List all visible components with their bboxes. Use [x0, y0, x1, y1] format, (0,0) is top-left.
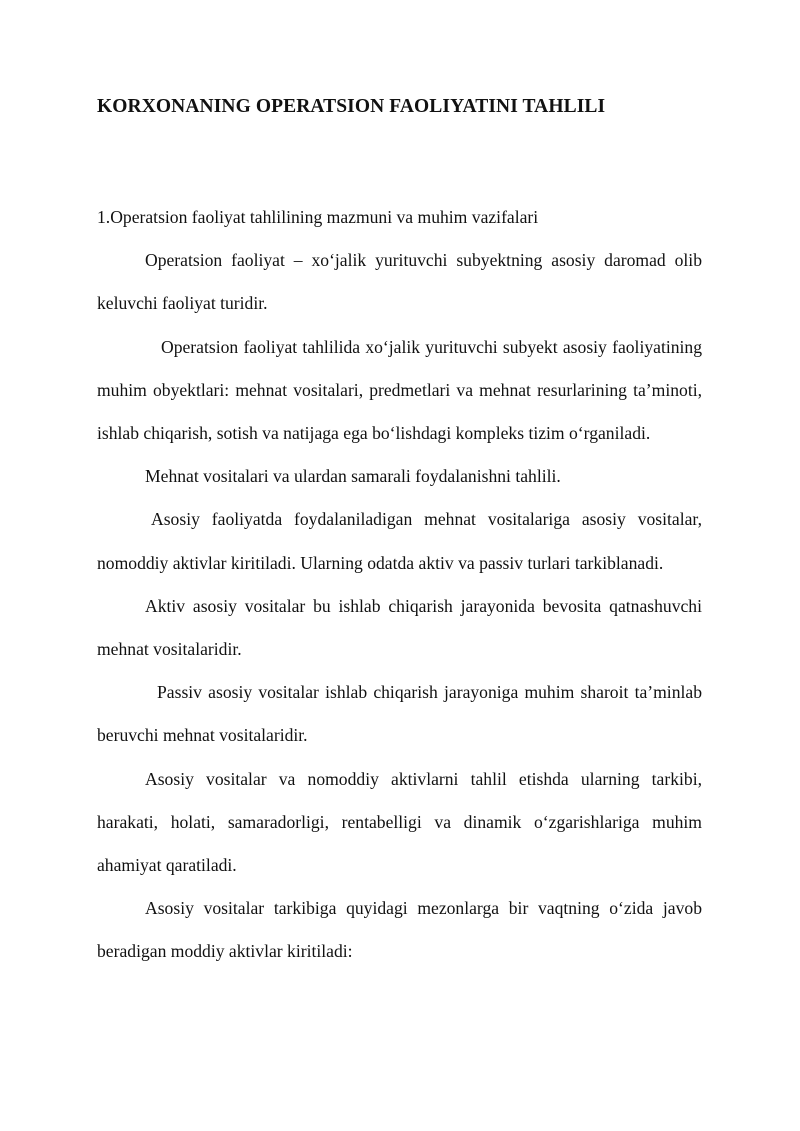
document-title: KORXONANING OPERATSION FAOLIYATINI TAHLILI [97, 96, 606, 117]
paragraph: Operatsion faoliyat tahlilida xo‘jalik yurituvchi subyekt asosiy faoliyatining muhim obyektlari: mehnat vositalari, predmetlari va mehnat resurlarining ta’minoti, ishlab chiqarish, sotish va natijaga ega bo‘lishdagi kompleks tizim o‘rganiladi. [97, 336, 702, 444]
section-heading: 1.Operatsion faoliyat tahlilining mazmuni va muhim vazifalari [97, 207, 539, 227]
paragraph: Passiv asosiy vositalar ishlab chiqarish jarayoniga muhim sharoit ta’minlab beruvchi mehnat vositalaridir. [97, 682, 702, 746]
paragraph: Asosiy vositalar tarkibiga quyidagi mezonlarga bir vaqtning o‘zida javob beradigan moddiy aktivlar kiritiladi: [97, 898, 702, 962]
paragraph: Asosiy faoliyatda foydalaniladigan mehnat vositalariga asosiy vositalar, nomoddiy aktivlar kiritiladi. Ularning odatda aktiv va passiv turlari tarkiblanadi. [97, 509, 702, 573]
document-body [97, 196, 702, 974]
paragraph: Asosiy vositalar va nomoddiy aktivlarni tahlil etishda ularning tarkibi, harakati, holati, samaradorligi, rentabelligi va dinamik o‘zgarishlariga muhim ahamiyat qaratiladi. [97, 768, 702, 876]
paragraph: Aktiv asosiy vositalar bu ishlab chiqarish jarayonida bevosita qatnashuvchi mehnat vositalaridir. [97, 595, 702, 660]
paragraph: Operatsion faoliyat – xo‘jalik yurituvchi subyektning asosiy daromad olib keluvchi faoliyat turidir. [97, 250, 702, 314]
paragraph: Mehnat vositalari va ulardan samarali foydalanishni tahlili. [145, 466, 561, 487]
